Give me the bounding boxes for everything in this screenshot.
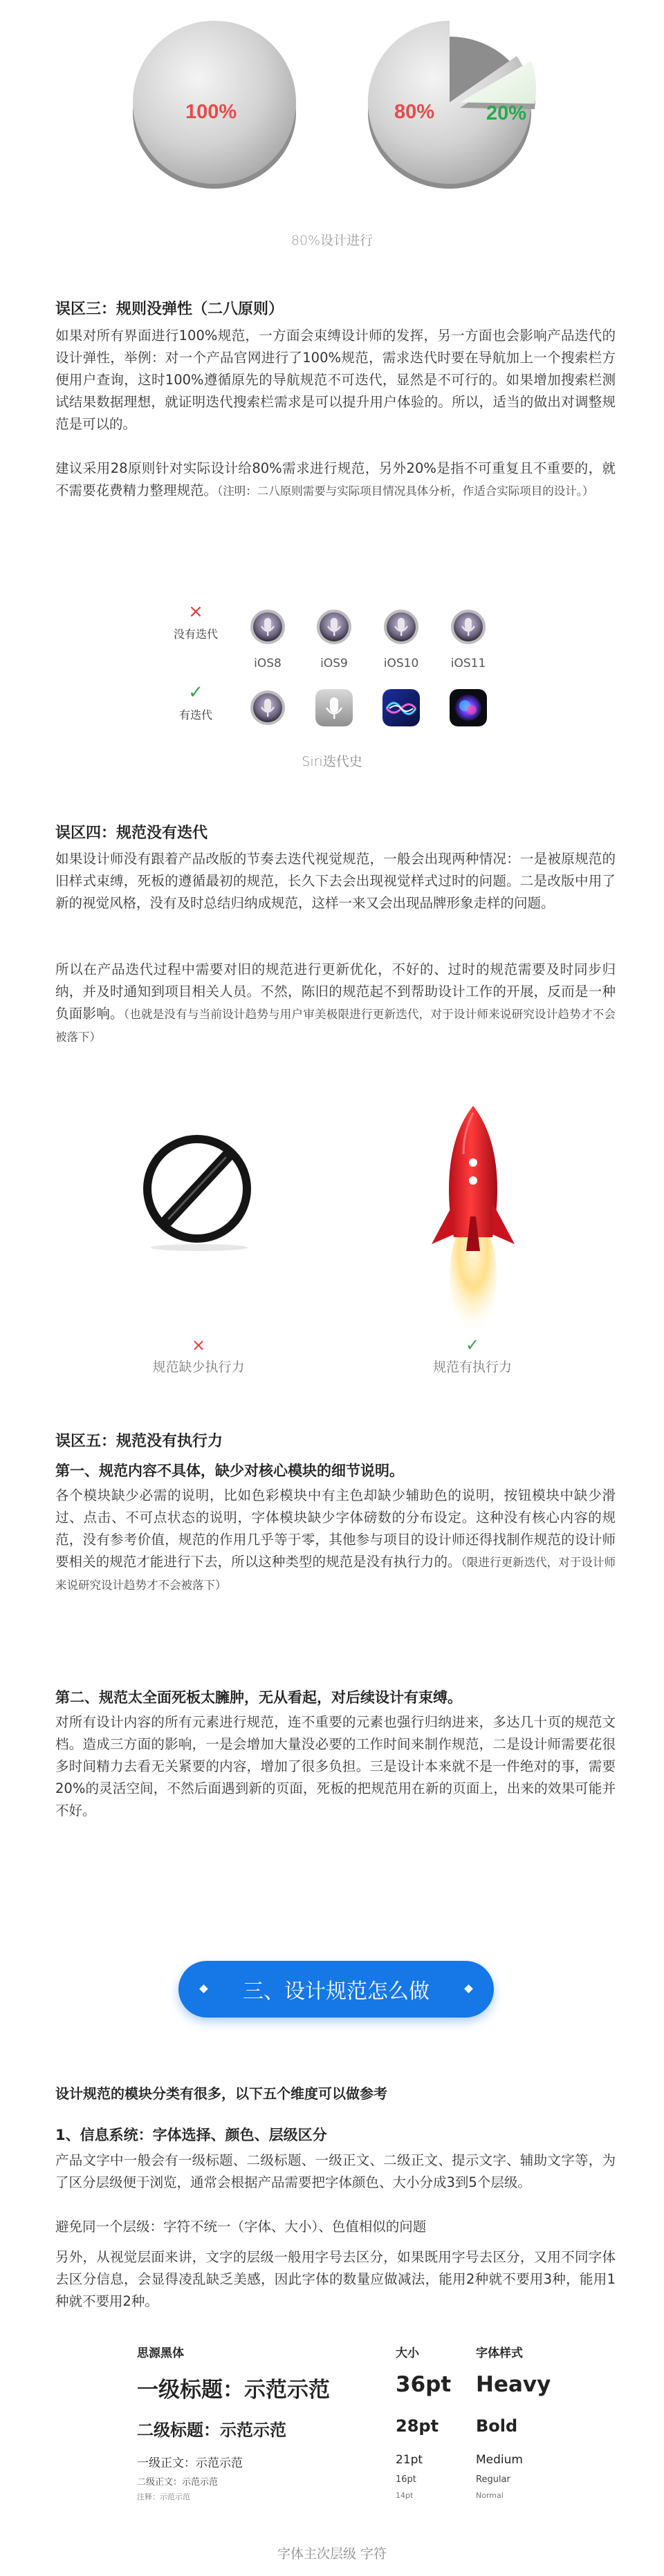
- banner-title: 三、设计规范怎么做: [243, 1980, 430, 2004]
- section3-para1: 如果对所有界面进行100%规范，一方面会束缚设计师的发挥，另一方面也会影响产品迭代的设计弹性，举例：对一个产品官网进行了100%规范，需求迭代时要在导航加上一个搜索栏方便用户查询，这时100%遵循原先的导航规范不可迭代，显然是不可行的。如果增加搜索栏测试结果数据理想，就证明迭代搜索栏需求是可以提升用户体验的。所以，适当的做出对调整规范是可以的。: [55, 328, 616, 432]
- row-iteration-label: 有迭代: [178, 708, 212, 722]
- section4-title: 误区四：规范没有迭代: [55, 825, 208, 842]
- section5-sub1-paragraph: [55, 1485, 616, 1597]
- type-table-header-font: 思源黑体: [137, 2347, 184, 2360]
- ios8-label: iOS8: [254, 657, 282, 670]
- section5-sub1-para: 各个模块缺少必需的说明，比如色彩模块中有主色却缺少辅助色的说明，按钮模块中缺少滑过、点击、不可点状态的说明，字体模块缺少字体磅数的分布设定。这种没有核心内容的规范，没有参考价值，规范的作用几乎等于零，其他参与项目的设计师还得找制作规范的设计师要相关的规范才能进行下去，所以这种类型的规范是没有执行力的。: [55, 1487, 616, 1570]
- siri-ios9-icon: [315, 689, 353, 726]
- siri-old-icon: [315, 608, 353, 646]
- ios11-label: iOS11: [450, 657, 486, 670]
- section4-note: （也就是没有与当前设计趋势与用户审美极限进行更新迭代，对于设计师来说研究设计趋势才不会被落下）: [55, 1008, 616, 1044]
- section5-sub2: 第二、规范太全面死板太臃肿，无从看起，对后续设计有束缚。: [55, 1689, 462, 1706]
- siri-caption: Siri迭代史: [302, 754, 362, 769]
- siri-old-icon: [249, 608, 286, 646]
- type-table-header-size: 大小: [396, 2347, 419, 2360]
- section4-paragraph: [55, 848, 616, 914]
- section5-sub1: 第一、规范内容不具体，缺少对核心模块的细节说明。: [55, 1463, 404, 1479]
- section6-paragraph-1: [55, 2150, 616, 2194]
- type-table-caption: 字体主次层级 字符: [277, 2546, 387, 2561]
- section4-para2: 所以在产品迭代过程中需要对旧的规范进行更新优化，不好的、过时的规范需要及时同步归纳，并及时通知到项目相关人员。不然，陈旧的规范起不到帮助设计工作的开展，反而是一种负面影响。: [55, 961, 616, 1022]
- section6-sub1: 1、信息系统：字体选择、颜色、层级区分: [55, 2127, 327, 2143]
- execution-mark-icon: ✓: [465, 1335, 480, 1355]
- type-row-h1-name: 一级标题：示范示范: [137, 2378, 330, 2403]
- section4-para1: 如果设计师没有跟着产品改版的节奏去迭代视觉规范，一般会出现两种情况：一是被原规范的旧样式束缚，死板的遵循最初的规范，长久下去会出现视觉样式过时的问题。二是改版中用了新的视觉风格，没有及时总结归纳成规范，这样一来又会出现品牌形象走样的问题。: [55, 851, 616, 911]
- section6-paragraph-3: [55, 2246, 616, 2313]
- type-row-note-size: 14pt: [396, 2491, 414, 2500]
- section3-note: （注明：二八原则需要与实际项目情况具体分析，作适合实际项目的设计。）: [217, 485, 594, 498]
- siri-ios8-icon: [249, 689, 286, 726]
- type-row-h1-size: 36pt: [396, 2372, 452, 2397]
- section3-paragraph: [55, 325, 616, 435]
- pie-figure: [0, 12, 664, 247]
- check-mark-icon: ✓: [188, 682, 203, 703]
- type-row-body1-size: 21pt: [396, 2453, 423, 2467]
- banner-left-diamond-icon: [199, 1984, 208, 1993]
- section6-para2: 避免同一个层级：字符不统一（字体、大小）、色值相似的问题: [55, 2219, 427, 2235]
- section3-para2: 建议采用28原则针对实际设计给80%需求进行规范，另外20%是指不可重复且不重要的，就不需要花费精力整理规范。: [55, 460, 616, 498]
- no-execution-caption: 规范缺少执行力: [152, 1360, 245, 1375]
- execution-caption: 规范有执行力: [432, 1360, 512, 1375]
- pie-caption: 80%设计进行: [290, 233, 374, 248]
- siri-ios11-icon: [450, 689, 487, 726]
- type-row-h2-style: Bold: [476, 2416, 518, 2436]
- section5-sub1-note: （限进行更新迭代，对于设计师来说研究设计趋势才不会被落下）: [55, 1556, 616, 1592]
- type-row-body2-name: 二级正文：示范示范: [137, 2477, 219, 2488]
- type-row-body1-style: Medium: [476, 2453, 523, 2467]
- type-row-body2-size: 16pt: [396, 2474, 416, 2485]
- full-pie-label: 100%: [185, 101, 237, 123]
- siri-old-icon: [382, 608, 420, 646]
- ios9-label: iOS9: [320, 657, 348, 670]
- section5-sub2-paragraph: [55, 1711, 616, 1822]
- type-table-header-style: 字体样式: [476, 2347, 523, 2360]
- section6-para3: 另外，从视觉层面来讲，文字的层级一般用字号去区分，如果既用字号去区分，又用不同字体去区分信息，会显得凌乱缺乏美感，因此字体的数量应做减法，能用2种就不要用3种，能用1种就不要用2种。: [55, 2249, 616, 2309]
- section-banner: [178, 1961, 494, 2018]
- type-row-note-style: Normal: [476, 2491, 504, 2500]
- split-pie-main-label: 80%: [394, 101, 435, 123]
- type-row-body2-style: Regular: [476, 2474, 510, 2485]
- section5-sub2-para: 对所有设计内容的所有元素进行规范，连不重要的元素也强行归纳进来，多达几十页的规范文档。造成三方面的影响，一是会增加大量没必要的工作时间来制作规范，二是设计师需要花很多时间精力去看无关紧要的内容，增加了很多负担。三是设计本来就不是一件绝对的事，需要20%的灵活空间，不然后面遇到新的页面，死板的把规范用在新的页面上，出来的效果可能并不好。: [55, 1714, 616, 1818]
- type-row-h1-style: Heavy: [476, 2372, 551, 2397]
- type-row-body1-name: 一级正文：示范示范: [137, 2456, 243, 2470]
- section3-paragraph-2: [55, 458, 616, 502]
- split-pie-slice-label: 20%: [486, 102, 527, 124]
- row-no-iteration-label: 没有迭代: [173, 628, 218, 641]
- cross-mark-icon: ×: [188, 601, 203, 622]
- ios10-label: iOS10: [383, 657, 419, 670]
- banner-right-diamond-icon: [464, 1984, 473, 1993]
- section5-title: 误区五：规范没有执行力: [55, 1433, 223, 1450]
- rocket-icon: [418, 1099, 528, 1334]
- section3-title: 误区三：规则没弹性（二八原则）: [55, 301, 284, 318]
- section6-intro: 设计规范的模块分类有很多，以下五个维度可以做参考: [55, 2085, 387, 2102]
- section6-para1: 产品文字中一般会有一级标题、二级标题、一级正文、二级正文、提示文字、辅助文字等，为了区分层级便于浏览，通常会根据产品需要把字体颜色、大小分成3到5个层级。: [55, 2152, 616, 2190]
- section6-paragraph-2: [55, 2216, 616, 2238]
- type-row-h2-name: 二级标题：示范示范: [137, 2420, 286, 2440]
- siri-ios10-icon: [382, 689, 420, 726]
- type-row-h2-size: 28pt: [396, 2416, 439, 2436]
- type-row-note-name: 注释：示范示范: [137, 2492, 190, 2501]
- siri-old-icon: [450, 608, 487, 646]
- section4-paragraph-2: [55, 959, 616, 1049]
- no-entry-icon: [137, 1130, 258, 1251]
- no-execution-mark-icon: ×: [191, 1335, 206, 1355]
